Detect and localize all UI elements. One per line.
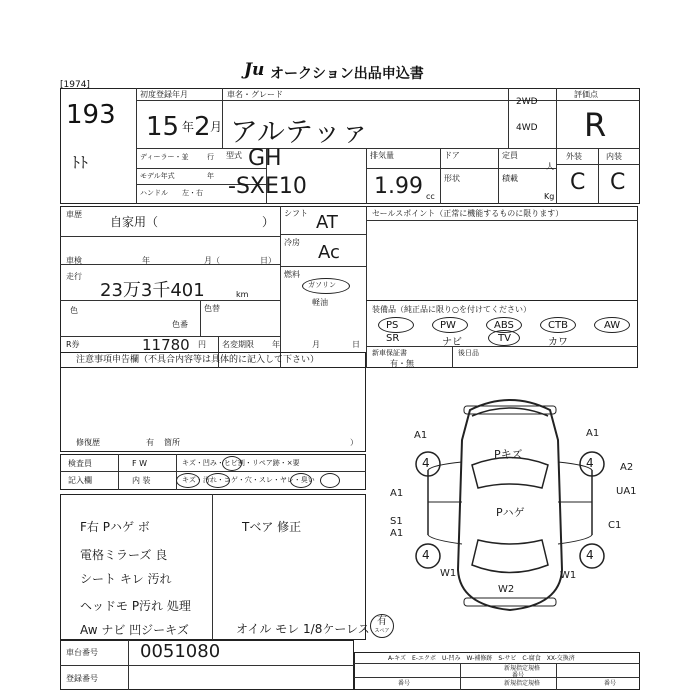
type-code: -SXE10	[228, 174, 307, 199]
notes-label: 注意事項申告欄（不具合内容等は具体的に記入して下さい）	[76, 355, 320, 365]
doors-label: ドア	[444, 151, 460, 160]
recycle-value: 11780	[142, 336, 190, 354]
warranty-subtitle: 後日品	[458, 349, 479, 357]
equip-tv: TV	[498, 333, 511, 344]
lot-number: 193	[66, 100, 116, 130]
equip-aw: AW	[604, 320, 621, 331]
ac-label: 冷房	[284, 238, 300, 247]
roof-note: Pハゲ	[496, 506, 525, 519]
first-reg-year: 15	[146, 112, 180, 142]
repair-part: 箇所	[164, 438, 180, 447]
note-4: ヘッドモ P汚れ 処理	[80, 599, 191, 613]
first-reg-month: 2	[194, 112, 211, 142]
type-label: 型式	[226, 151, 242, 160]
interior-score: C	[610, 170, 626, 195]
note-right-1: Tベア 修正	[242, 520, 302, 534]
form-title: オークション出品申込書	[270, 66, 424, 82]
note-3: シート キレ 汚れ	[80, 572, 172, 586]
note-2: 電格ミラーズ 良	[80, 548, 168, 562]
interior-label: 内装	[606, 152, 622, 161]
shift-label: シフト	[284, 209, 308, 218]
entry-label: 記入欄	[68, 476, 92, 485]
warranty-label: 新車保証書	[372, 349, 407, 357]
ju-logo: Ju	[244, 60, 265, 80]
color-no-label: 色番	[172, 320, 188, 329]
note-5: Aw ナビ 凹ジーキズ	[80, 623, 189, 637]
displacement-label: 排気量	[370, 151, 394, 160]
chassis-value: 0051080	[140, 641, 221, 662]
fw-items: キズ・凹み・ヒビ割・リペア跡・×要	[182, 459, 300, 467]
fuel-label: 燃料	[284, 270, 300, 279]
tire-fl: 4	[422, 456, 430, 470]
recycle-label: R券	[66, 340, 80, 349]
color-label: 色	[70, 306, 78, 315]
car-name-label: 車名・グレード	[227, 90, 283, 99]
car-name: アルテッァ	[230, 115, 369, 148]
warranty-options: 有・無	[390, 359, 414, 368]
mark-a1-left: A1	[390, 488, 404, 499]
repair-label: 修復歴	[76, 438, 100, 447]
drive-2wd: 2WD	[516, 97, 538, 107]
reg-label: 登録番号	[66, 674, 98, 683]
fw-label: F W	[132, 459, 148, 468]
mark-s1: S1	[390, 516, 403, 527]
usage-value: 自家用（	[110, 215, 159, 229]
spare-stamp: 有 スペア	[370, 614, 394, 638]
dealer-label: ディーラー・並	[140, 153, 189, 161]
hood-note: Pキズ	[494, 448, 523, 461]
equip-ps: PS	[386, 320, 399, 331]
mark-w2: W2	[498, 584, 515, 595]
rating-score: R	[584, 106, 607, 144]
note-1: F右 Pハゲ ボ	[80, 520, 150, 534]
exterior-label: 外装	[566, 152, 582, 161]
capacity-label: 定員	[502, 151, 518, 160]
ac-value: Ac	[318, 242, 340, 263]
mark-ua1: UA1	[616, 486, 637, 497]
inspector-label: 検査員	[68, 459, 92, 468]
displacement-value: 1.99	[374, 174, 423, 199]
damage-legend: A-キズ E-エクボ U-凹み W-補修跡 S-サビ C-腐食 XX-交換済	[388, 655, 575, 662]
load-label: 積載	[502, 174, 518, 183]
usage-label: 車歴	[66, 210, 82, 219]
mark-a1-fl: A1	[414, 430, 428, 441]
equipment-label: 装備品（純正品に限り○を付けてください）	[372, 305, 531, 314]
interior-inspect-label: 内 装	[132, 476, 151, 485]
exterior-score: C	[570, 170, 586, 195]
first-reg-label: 初度登録年月	[140, 90, 188, 99]
mark-w1-left: W1	[440, 568, 457, 579]
mark-c1: C1	[608, 520, 622, 531]
equip-navi: ナビ	[442, 337, 462, 348]
mark-a1-lower: A1	[390, 528, 404, 539]
note-right-2: オイル モレ 1/8ケーレス	[236, 622, 370, 636]
shift-value: AT	[316, 212, 338, 233]
name-change-label: 名変期限	[222, 340, 254, 349]
tire-rl: 4	[422, 548, 430, 562]
drive-4wd: 4WD	[516, 123, 538, 133]
mileage-value: 23万3千401	[100, 280, 205, 301]
reference-number: [1974]	[60, 80, 90, 90]
mark-w1-right: W1	[560, 570, 577, 581]
sales-point-label: セールスポイント（正常に機能するものに限ります）	[372, 209, 564, 218]
inspection-label: 車検	[66, 256, 82, 265]
tire-rr: 4	[586, 548, 594, 562]
model-year-label: モデル年式	[140, 172, 175, 180]
mark-a2: A2	[620, 462, 634, 473]
fuel-light-oil: 軽油	[312, 298, 328, 307]
chassis-label: 車台番号	[66, 648, 98, 657]
color-change-label: 色替	[204, 304, 220, 313]
interior-items: キズ・汚れ・コゲ・穴・スレ・ヤレ・臭い	[182, 476, 315, 484]
type-prefix: GH	[248, 146, 282, 171]
equip-leather: カワ	[548, 337, 568, 348]
equip-abs: ABS	[494, 320, 514, 331]
handwritten-notes-box	[60, 494, 366, 640]
handle-label: ハンドル	[140, 189, 168, 197]
tire-fr: 4	[586, 456, 594, 470]
rating-label: 評価点	[574, 90, 598, 99]
mark-a1-fr: A1	[586, 428, 600, 439]
equip-sr: SR	[386, 333, 400, 344]
shape-label: 形状	[444, 174, 460, 183]
mileage-label: 走行	[66, 272, 82, 281]
notes-box	[60, 352, 366, 452]
fuel-gasoline: ガソリン	[308, 281, 336, 289]
equip-ctb: CTB	[548, 320, 568, 331]
equip-pw: PW	[440, 320, 456, 331]
